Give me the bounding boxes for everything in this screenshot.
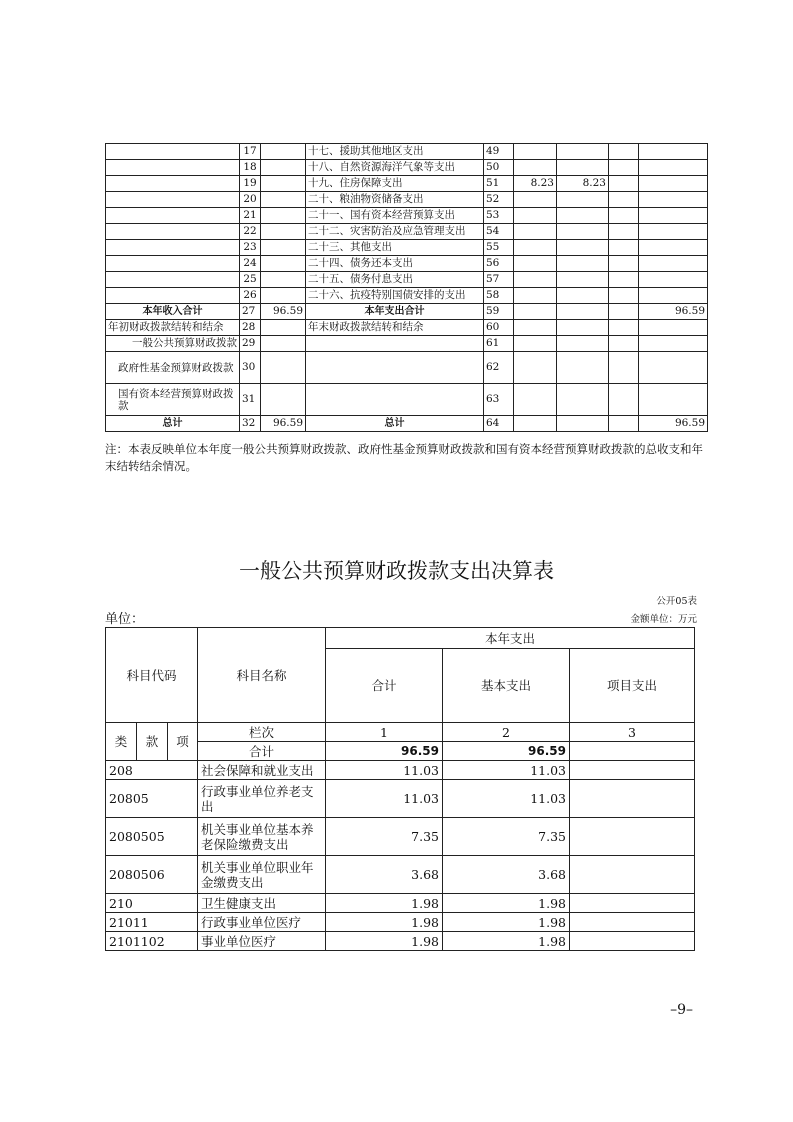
cell-v3: [609, 288, 639, 304]
page-title: 一般公共预算财政拨款支出决算表: [239, 559, 554, 583]
table-row: [106, 160, 708, 176]
cell-v1: [514, 144, 557, 160]
row-no-1: 1: [326, 723, 443, 742]
cell-v2: [557, 160, 609, 176]
cell-code: 208: [106, 761, 198, 780]
income-total-no: 27: [240, 304, 261, 320]
income-expense-body: [106, 144, 708, 432]
cell-item: 十七、援助其他地区支出: [306, 144, 484, 160]
table-note: 注：本表反映单位本年度一般公共预算财政拨款、政府性基金预算财政拨款和国有资本经营预算财政拨款的总收支和年末结转结余情况。: [105, 442, 703, 473]
col-lei: 类: [106, 723, 137, 761]
cell-no: 20: [240, 192, 261, 208]
cell-v3: [609, 192, 639, 208]
income-total-label: 本年收入合计: [106, 304, 240, 320]
cell-basic: 3.68: [443, 856, 570, 894]
cell-line: 55: [484, 240, 514, 256]
col-basic-header: 基本支出: [443, 649, 570, 723]
cell-v3: [609, 208, 639, 224]
end-balance-label: 年末财政拨款结转和结余: [306, 320, 484, 336]
cell-basic: 11.03: [443, 761, 570, 780]
cell-v1: 8.23: [514, 176, 557, 192]
cell-v1: [514, 240, 557, 256]
cell-v1: [514, 160, 557, 176]
cell-code: 2080506: [106, 856, 198, 894]
table-row: [106, 416, 708, 432]
table-row: [106, 288, 708, 304]
cell-total: 1.98: [326, 894, 443, 913]
cell-v1: [514, 224, 557, 240]
cell-basic: 1.98: [443, 932, 570, 951]
table-row: [106, 304, 708, 320]
cell-name: 社会保障和就业支出: [198, 761, 326, 780]
cell-v3: [609, 224, 639, 240]
cell-v2: 8.23: [557, 176, 609, 192]
capital-line: 63: [484, 384, 514, 416]
table-row: [106, 224, 708, 240]
total-label-right: 总计: [306, 416, 484, 432]
col-xiang: 项: [168, 723, 198, 761]
cell-v2: [557, 256, 609, 272]
cell-project: [570, 913, 695, 932]
cell-basic: 11.03: [443, 780, 570, 818]
cell-v4: [639, 272, 708, 288]
table-row: [106, 144, 708, 160]
table-row: [106, 780, 695, 818]
table-row: [106, 240, 708, 256]
cell-line: 54: [484, 224, 514, 240]
cell-code: 21011: [106, 913, 198, 932]
cell-total: 1.98: [326, 932, 443, 951]
general-label: 一般公共预算财政拨款: [106, 336, 240, 352]
cell-item: 二十五、债务付息支出: [306, 272, 484, 288]
table-row: [106, 208, 708, 224]
cell-item: 二十二、灾害防治及应急管理支出: [306, 224, 484, 240]
row-no-label: 栏次: [198, 723, 326, 742]
table-row: [106, 320, 708, 336]
cell-item: 二十四、债务还本支出: [306, 256, 484, 272]
sum-basic: 96.59: [443, 742, 570, 761]
capital-no: 31: [240, 384, 261, 416]
fund-no: 30: [240, 352, 261, 384]
cell-v2: [557, 224, 609, 240]
cell-name: 卫生健康支出: [198, 894, 326, 913]
cell-project: [570, 894, 695, 913]
total-label: 总计: [106, 416, 240, 432]
table-row: [106, 818, 695, 856]
cell-no: 18: [240, 160, 261, 176]
cell-v4: [639, 160, 708, 176]
total-no: 32: [240, 416, 261, 432]
page-number: –9–: [670, 1002, 693, 1018]
cell-total: 7.35: [326, 818, 443, 856]
cell-code: 2080505: [106, 818, 198, 856]
cell-project: [570, 761, 695, 780]
cell-v4: [639, 176, 708, 192]
cell-no: 22: [240, 224, 261, 240]
table-row: [106, 894, 695, 913]
cell-v1: [514, 208, 557, 224]
total-right-value: 96.59: [639, 416, 708, 432]
cell-name: 机关事业单位基本养老保险缴费支出: [198, 818, 326, 856]
cell-item: 二十三、其他支出: [306, 240, 484, 256]
cell-v4: [639, 192, 708, 208]
cell-v4: [639, 208, 708, 224]
expense-total-line: 59: [484, 304, 514, 320]
table-row: [106, 384, 708, 416]
begin-balance-label: 年初财政拨款结转和结余: [106, 320, 240, 336]
sum-label: 合计: [198, 742, 326, 761]
cell-v2: [557, 272, 609, 288]
cell-project: [570, 932, 695, 951]
cell-total: 11.03: [326, 761, 443, 780]
cell-v1: [514, 272, 557, 288]
cell-line: 58: [484, 288, 514, 304]
cell-item: 十九、住房保障支出: [306, 176, 484, 192]
income-total-value: 96.59: [261, 304, 306, 320]
cell-code: 2101102: [106, 932, 198, 951]
row-no-3: 3: [570, 723, 695, 742]
cell-v4: [639, 240, 708, 256]
cell-code: 210: [106, 894, 198, 913]
cell-v3: [609, 240, 639, 256]
cell-v1: [514, 256, 557, 272]
cell-v2: [557, 208, 609, 224]
col-name-header: 科目名称: [198, 628, 326, 723]
cell-name: 事业单位医疗: [198, 932, 326, 951]
cell-name: 机关事业单位职业年金缴费支出: [198, 856, 326, 894]
cell-v1: [514, 192, 557, 208]
cell-project: [570, 780, 695, 818]
expenditure-body: [106, 628, 695, 951]
cell-v4: [639, 224, 708, 240]
col-project-header: 项目支出: [570, 649, 695, 723]
cell-name: 行政事业单位养老支出: [198, 780, 326, 818]
col-code-header: 科目代码: [106, 628, 198, 723]
cell-v4: [639, 288, 708, 304]
cell-line: 57: [484, 272, 514, 288]
cell-no: 21: [240, 208, 261, 224]
table-row: [106, 272, 708, 288]
cell-item: 二十、粮油物资储备支出: [306, 192, 484, 208]
table-row: [106, 856, 695, 894]
cell-v2: [557, 240, 609, 256]
cell-v2: [557, 288, 609, 304]
cell-no: 23: [240, 240, 261, 256]
total-value: 96.59: [261, 416, 306, 432]
col-total-header: 合计: [326, 649, 443, 723]
cell-code: 20805: [106, 780, 198, 818]
expense-total-value: 96.59: [639, 304, 708, 320]
table-row: [106, 176, 708, 192]
cell-item: 二十六、抗疫特别国债安排的支出: [306, 288, 484, 304]
cell-basic: 7.35: [443, 818, 570, 856]
cell-basic: 1.98: [443, 894, 570, 913]
cell-v2: [557, 192, 609, 208]
cell-no: 17: [240, 144, 261, 160]
form-number: 公开05表: [656, 596, 697, 607]
general-no: 29: [240, 336, 261, 352]
expense-total-label: 本年支出合计: [306, 304, 484, 320]
cell-no: 24: [240, 256, 261, 272]
cell-v3: [609, 160, 639, 176]
cell-project: [570, 818, 695, 856]
cell-v4: [639, 144, 708, 160]
total-line: 64: [484, 416, 514, 432]
capital-label: 国有资本经营预算财政拨款: [106, 384, 240, 416]
cell-v3: [609, 144, 639, 160]
header-row: [106, 628, 695, 649]
cell-v2: [557, 144, 609, 160]
cell-item: 二十一、国有资本经营预算支出: [306, 208, 484, 224]
fund-label: 政府性基金预算财政拨款: [106, 352, 240, 384]
end-balance-line: 60: [484, 320, 514, 336]
fund-line: 62: [484, 352, 514, 384]
general-line: 61: [484, 336, 514, 352]
cell-line: 49: [484, 144, 514, 160]
cell-total: 3.68: [326, 856, 443, 894]
cell-line: 51: [484, 176, 514, 192]
table-row: [106, 336, 708, 352]
cell-item: 十八、自然资源海洋气象等支出: [306, 160, 484, 176]
expenditure-table: [105, 627, 695, 951]
cell-v3: [609, 256, 639, 272]
cell-no: 25: [240, 272, 261, 288]
table-row: [106, 256, 708, 272]
row-no-2: 2: [443, 723, 570, 742]
cell-line: 53: [484, 208, 514, 224]
table-row: [106, 192, 708, 208]
cell-basic: 1.98: [443, 913, 570, 932]
cell-line: 50: [484, 160, 514, 176]
cell-total: 11.03: [326, 780, 443, 818]
unit-label: 单位：: [105, 612, 145, 627]
table-row: [106, 761, 695, 780]
money-unit-label: 金额单位：万元: [630, 614, 697, 625]
col-year-header: 本年支出: [326, 628, 695, 649]
cell-no: 26: [240, 288, 261, 304]
table-row: [106, 932, 695, 951]
cell-project: [570, 856, 695, 894]
col-kuan: 款: [137, 723, 168, 761]
cell-v3: [609, 176, 639, 192]
cell-name: 行政事业单位医疗: [198, 913, 326, 932]
cell-line: 56: [484, 256, 514, 272]
income-expense-table: [105, 143, 708, 432]
cell-v3: [609, 272, 639, 288]
cell-v4: [639, 256, 708, 272]
table-row: [106, 352, 708, 384]
cell-no: 19: [240, 176, 261, 192]
begin-balance-no: 28: [240, 320, 261, 336]
cell-line: 52: [484, 192, 514, 208]
table-row: [106, 913, 695, 932]
cell-v1: [514, 288, 557, 304]
column-number-row: [106, 723, 695, 742]
cell-total: 1.98: [326, 913, 443, 932]
sum-total: 96.59: [326, 742, 443, 761]
